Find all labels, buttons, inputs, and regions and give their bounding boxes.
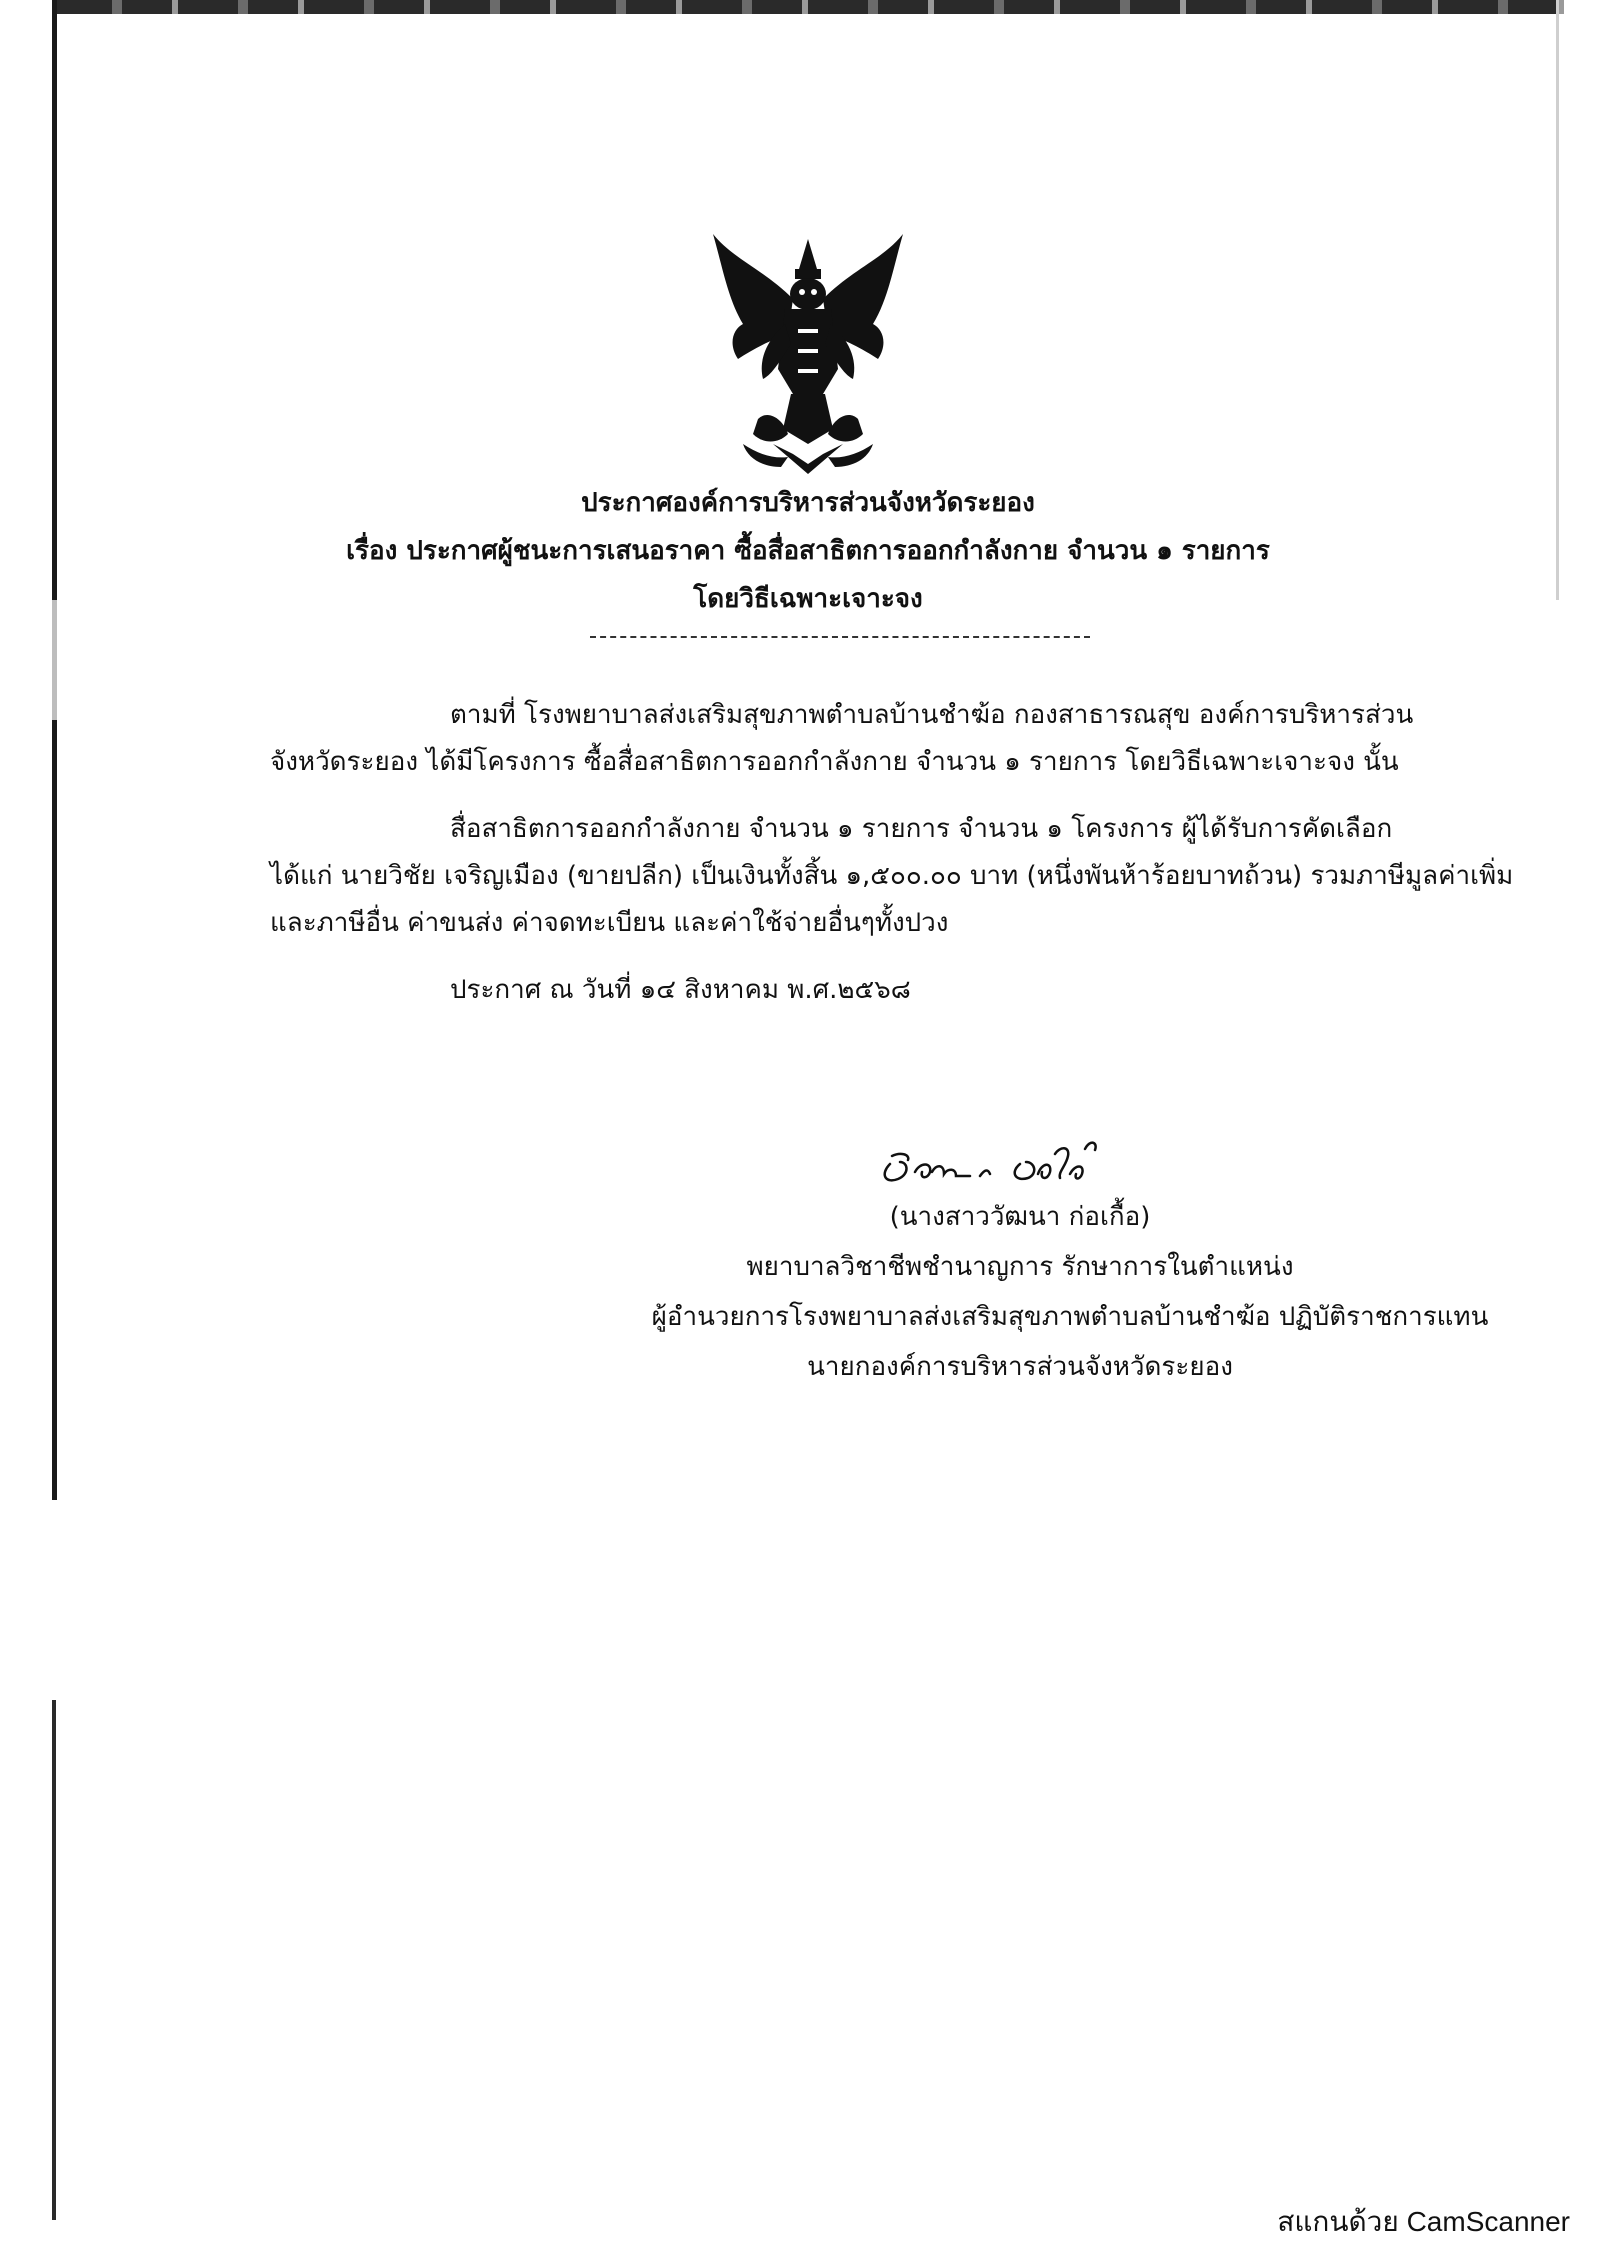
signatory-position-3: นายกองค์การบริหารส่วนจังหวัดระยอง <box>807 1352 1233 1382</box>
handwritten-signature <box>870 1124 1170 1194</box>
para2-line3: และภาษีอื่น ค่าขนส่ง ค่าจดทะเบียน และค่าใช้จ่ายอื่นๆทั้งปวง <box>270 908 949 938</box>
scan-edge-left <box>52 0 57 1500</box>
procurement-method: โดยวิธีเฉพาะเจาะจง <box>693 584 923 614</box>
para1-line1: ตามที่ โรงพยาบาลส่งเสริมสุขภาพตำบลบ้านชำฆ้อ กองสาธารณสุข องค์การบริหารส่วน <box>450 700 1414 730</box>
divider-dashes <box>590 636 1090 640</box>
signatory-position-2: ผู้อำนวยการโรงพยาบาลส่งเสริมสุขภาพตำบลบ้านชำฆ้อ ปฏิบัติราชการแทน <box>651 1302 1489 1332</box>
signatory-name: (นางสาววัฒนา ก่อเกื้อ) <box>889 1202 1151 1232</box>
camscanner-watermark: สแกนด้วย CamScanner <box>1277 2206 1570 2237</box>
para2-line2: ได้แก่ นายวิชัย เจริญเมือง (ขายปลีก) เป็นเงินทั้งสิ้น ๑,๕๐๐.๐๐ บาท (หนึ่งพันห้าร้อยบาทถ้วน) รวมภาษีมูลค่าเพิ่ม <box>270 861 1514 891</box>
para2-line1: สื่อสาธิตการออกกำลังกาย จำนวน ๑ รายการ จำนวน ๑ โครงการ ผู้ได้รับการคัดเลือก <box>450 814 1393 844</box>
para1-line2: จังหวัดระยอง ได้มีโครงการ ซื้อสื่อสาธิตการออกกำลังกาย จำนวน ๑ รายการ โดยวิธีเฉพาะเจาะจง นั้น <box>270 747 1399 777</box>
scan-edge-left-lower <box>52 1700 56 2220</box>
garuda-emblem-icon <box>703 229 913 479</box>
scan-edge-top <box>52 0 1564 14</box>
document-subject: เรื่อง ประกาศผู้ชนะการเสนอราคา ซื้อสื่อสาธิตการออกกำลังกาย จำนวน ๑ รายการ <box>346 536 1270 566</box>
signatory-position-1: พยาบาลวิชาชีพชำนาญการ รักษาการในตำแหน่ง <box>746 1252 1294 1282</box>
announce-date: ประกาศ ณ วันที่ ๑๔ สิงหาคม พ.ศ.๒๕๖๘ <box>450 975 911 1005</box>
scan-edge-right <box>1556 0 1559 600</box>
document-page <box>60 14 1556 2214</box>
document-title: ประกาศองค์การบริหารส่วนจังหวัดระยอง <box>581 488 1035 518</box>
